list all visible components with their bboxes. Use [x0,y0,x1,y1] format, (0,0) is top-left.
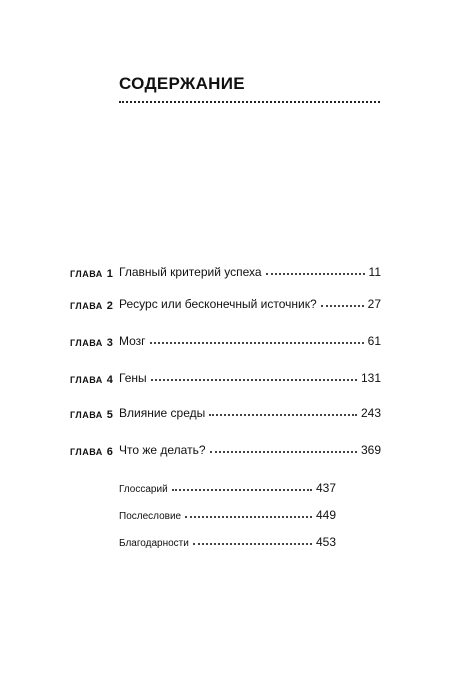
toc-chapter-6[interactable] [70,443,381,459]
page-number: 27 [367,297,381,311]
dot-leader [150,342,364,344]
toc-chapter-5[interactable] [70,406,381,422]
chapter-label: ГЛАВА 2 [70,300,114,312]
chapter-title: Мозг [119,334,146,348]
toc-chapter-2[interactable] [70,297,381,313]
page-number: 131 [360,371,381,385]
toc-back-matter-acknowledgements[interactable] [119,535,336,549]
toc-chapter-3[interactable] [70,334,381,350]
back-matter-title: Глоссарий [119,484,168,495]
toc-back-matter-afterword[interactable] [119,508,336,522]
page-number: 449 [315,508,336,522]
page-number: 453 [315,535,336,549]
toc-chapter-4[interactable] [70,371,381,387]
page-number: 369 [360,443,381,457]
dot-leader [151,379,357,381]
dot-leader [210,451,357,453]
dot-leader [193,543,312,545]
chapter-label: ГЛАВА 1 [70,268,114,280]
back-matter-title: Благодарности [119,538,189,549]
toc-chapter-1[interactable] [70,265,381,281]
chapter-title: Влияние среды [119,406,206,420]
dot-leader [209,414,357,416]
chapter-title: Ресурс или бесконечный источник? [119,297,317,311]
page-number: 11 [368,265,381,279]
dot-leader [172,489,312,491]
toc-title: СОДЕРЖАНИЕ [119,74,245,93]
dot-leader [266,273,365,275]
dot-leader [185,516,312,518]
toc-back-matter-glossary[interactable] [119,481,336,495]
chapter-label: ГЛАВА 6 [70,446,114,458]
title-dotted-rule [119,101,380,103]
back-matter-title: Послесловие [119,511,182,522]
chapter-label: ГЛАВА 3 [70,337,114,349]
chapter-title: Что же делать? [119,443,206,457]
chapter-title: Главный критерий успеха [119,265,262,279]
chapter-label: ГЛАВА 4 [70,374,114,386]
page-number: 437 [315,481,336,495]
page-number: 61 [367,334,381,348]
dot-leader [321,305,364,307]
chapter-title: Гены [119,371,147,385]
chapter-label: ГЛАВА 5 [70,409,114,421]
page-number: 243 [360,406,381,420]
